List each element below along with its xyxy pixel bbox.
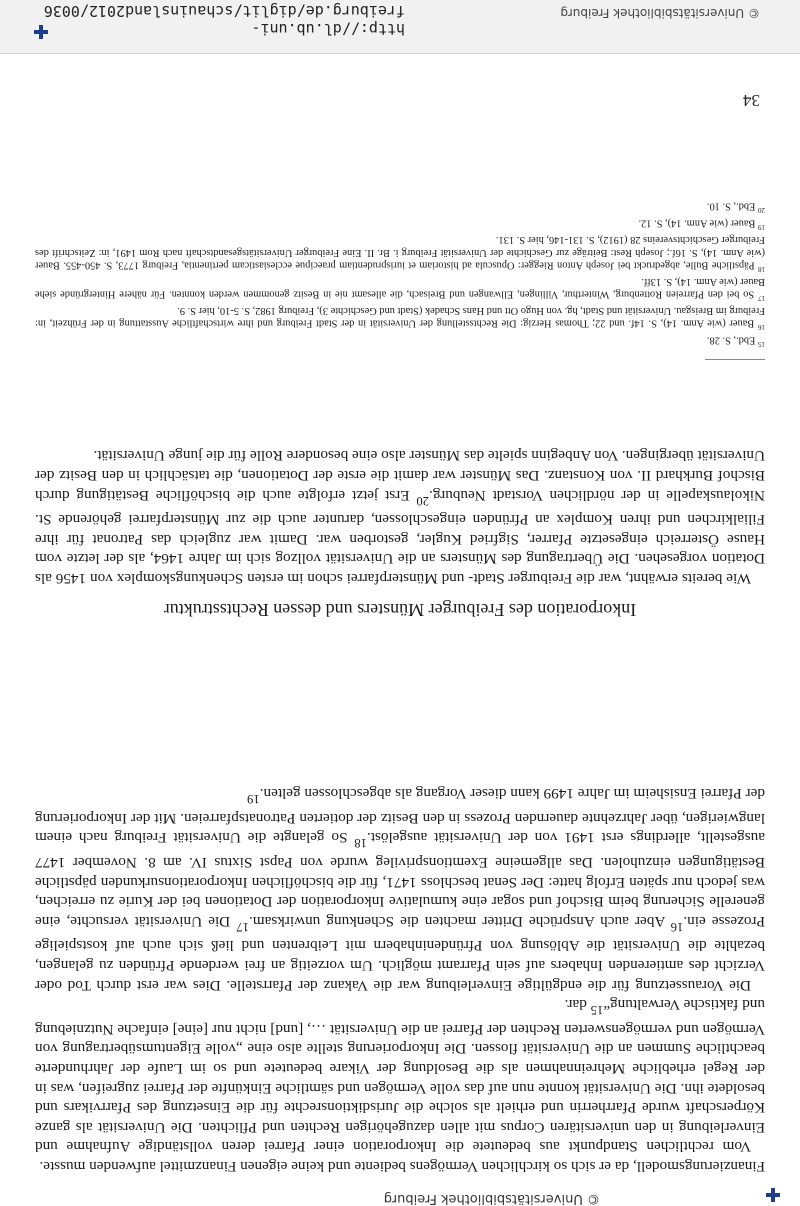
footnote-marker[interactable]: 15 bbox=[590, 1003, 604, 1018]
footnote: $^{19}$ Bauer (wie Anm. 14), S. 12. bbox=[638, 217, 765, 231]
footnote: $^{18}$ Päpstliche Bulle, abgedruckt bei Joseph Anton Riegger: Opuscula ad historiam et iurisprudentiam praecipue ecclesiasticam pertinentia, Freiburg 1773, S. 450-455. Bauer (wie Anm. 14), S. 16f.; Joseph Rest: Beiträge zur Geschichte der Universität Freiburg i. Br. II. Eine Freiburger Universitätsgesandtschaft nach Rom 1491, in: Zeitschrift des Freiburger Geschichtsvereins 28 (1912), S. 131-146, hier S. 131. bbox=[35, 234, 765, 273]
section-heading: Inkorporation des Freiburger Münsters und dessen Rechtsstruktur bbox=[163, 600, 637, 620]
library-credit-footer: © Universitätsbibliothek Freiburg bbox=[560, 6, 760, 20]
library-credit: © Universitätsbibliothek Freiburg bbox=[383, 1191, 600, 1206]
header-bar bbox=[0, 1188, 800, 1206]
paragraph: Die Voraussetzung für die endgültige Einverleibung war die Vakanz der Pfarrstelle. Dies war erst durch Tod oder Verzicht des amtierenden Inhabers auf sein Pfarramt möglich. Um vorzeitig an frei werdende Pfründen zu gelangen, bezahlte die Universität die Ablösung von Pfründeninhabern mit Leibrenten und ließ sich auch auf kostspielige Prozesse ein.$^{16}$ Aber auch Ansprüche Dritter machten die Schenkung unwirksam.$^{17}$ Die Universität versuchte, eine generelle Sicherung beim Bischof und sogar eine kumulative Inkorporation der Dotationen bei der Kurie zu erreichen, was jedoch nur späten Erfolg hatte: Der Senat beschloss 1471, für die bischöflichen Inkorporationsurkunden päpstliche Bestätigungen einzuholen. Das allgemeine Exemtionsprivileg wurde von Papst Sixtus IV. am 8. November 1477 ausgestellt, allerdings erst 1491 von der Universität ausgelöst.$^{18}$ So gelangte die Universität Freiburg nach einem langwierigen, über Jahrzehnte dauernden Prozess in den Besitz der dotierten Patronatspfarreien. Mit der Inkorporierung der Pfarrei Ensisheim im Jahre 1499 kann dieser Vorgang als abgeschlossen gelten.$^{19}$ bbox=[35, 785, 765, 994]
paragraph: Finanzierungsmodell, da er sich so kirchlichen Vermögens bediente und keine eigenen Finanzmittel aufwenden musste. bbox=[39, 1158, 765, 1175]
footnote-marker[interactable]: 18 bbox=[354, 836, 367, 851]
paragraph: Vom rechtlichen Standpunkt aus bedeutete die Inkorporation einer Pfarrei deren vollständige Aufnahme und Einverleibung in den universitären Corpus mit allen dazugehörigen Rechten und Pflichten. Die Universität als ganze Körperschaft wurde Pfarrherrin und erhielt als solche die Jurisdiktionsrechte für die Einsetzung des Pfarrvikars und besoldete ihn. Die Universität konnte nun auf das volle Vermögen und sämtliche Einkünfte der Pfarrei zugreifen, was in der Regel erhebliche Mehreinnahmen als die Besoldung der Vikare bedeutete und so im Laufe der Jahrhunderte beachtliche Summen an die Universität flossen. Die Inkorporierung stellte also eine „volle Eigentumsübertragung von Vermögen und vermögenswerten Rechten der Pfarrei an die Universität …, [und] nicht nur [eine] einfache Nutzniebung und faktische Verwaltung“$^{15}$ dar. bbox=[35, 996, 765, 1156]
footnote-marker[interactable]: 17 bbox=[236, 919, 249, 934]
body-text-lower bbox=[35, 446, 765, 588]
page-number: 34 bbox=[743, 91, 760, 110]
footnote-divider bbox=[705, 359, 765, 360]
footnote: $^{16}$ Bauer (wie Anm. 14), S. 14f. und 22; Thomas Herzig: Die Rechtsstellung der Universität in der Stadt Freiburg und ihre wirtschaftliche Ausstattung in der Frühzeit, in: Freiburg im Breisgau. Universität und Stadt, hg. von Hugo Ott und Hans Schadek (Stadt und Geschichte 3), Freiburg 1982, S. 5-10, hier S. 9. bbox=[35, 305, 765, 332]
footnotes bbox=[35, 199, 765, 350]
footnote-marker[interactable]: 20 bbox=[416, 493, 430, 508]
footnote: $^{20}$ Ebd., S. 10. bbox=[706, 200, 765, 214]
body-text-upper bbox=[35, 783, 765, 1176]
paragraph: Wie bereits erwähnt, war die Freiburger Stadt- und Münsterpfarrei schon im ersten Schenkungskomplex von 1456 als Dotation vorgesehen. Die Übertragung des Münsters an die Universität vollzog sich im Jahre 1464, als der letzte vom Hause Österreich eingesetzte Pfarrer, Sigfried Kugler, gestorben war. Damit war zugleich das Patronat für ihre Filialkirchen und ihren Komplex an Pfründen eingeschlossen, darunter auch die zur Münsterpfarrei gehörende St. Nikolauskapelle in der nördlichen Vorstadt Neuburg.$^{20}$ Erst jetzt erfolgte auch die bischöfliche Bestätigung durch Bischof Burkhard II. von Konstanz. Das Münster war damit die erste der Dotationen, die tatsächlich in den Besitz der Universität übergingen. Von Anbeginn spielte das Münster also eine besondere Rolle für die junge Universität. bbox=[34, 447, 765, 587]
footnote-marker[interactable]: 16 bbox=[670, 919, 684, 934]
footnote: $^{15}$ Ebd., S. 28. bbox=[706, 334, 765, 348]
footnote-marker[interactable]: 19 bbox=[247, 792, 260, 807]
footnote: $^{17}$ So bei den Pfarreien Rottenburg, Winterthur, Villingen, Ellwangen und Breisach, die allesamt nie in Besitz genommen werden konnten. Für nähere Hintergründe siehe Bauer (wie Anm. 14), S. 13ff. bbox=[35, 275, 765, 302]
library-logo-icon bbox=[766, 1188, 780, 1202]
footer-bar bbox=[0, 0, 800, 54]
source-url-link[interactable]: http://dl.ub.uni-freiburg.de/diglit/schauinsland2012/0036 bbox=[43, 2, 405, 38]
library-logo-icon bbox=[34, 25, 48, 39]
